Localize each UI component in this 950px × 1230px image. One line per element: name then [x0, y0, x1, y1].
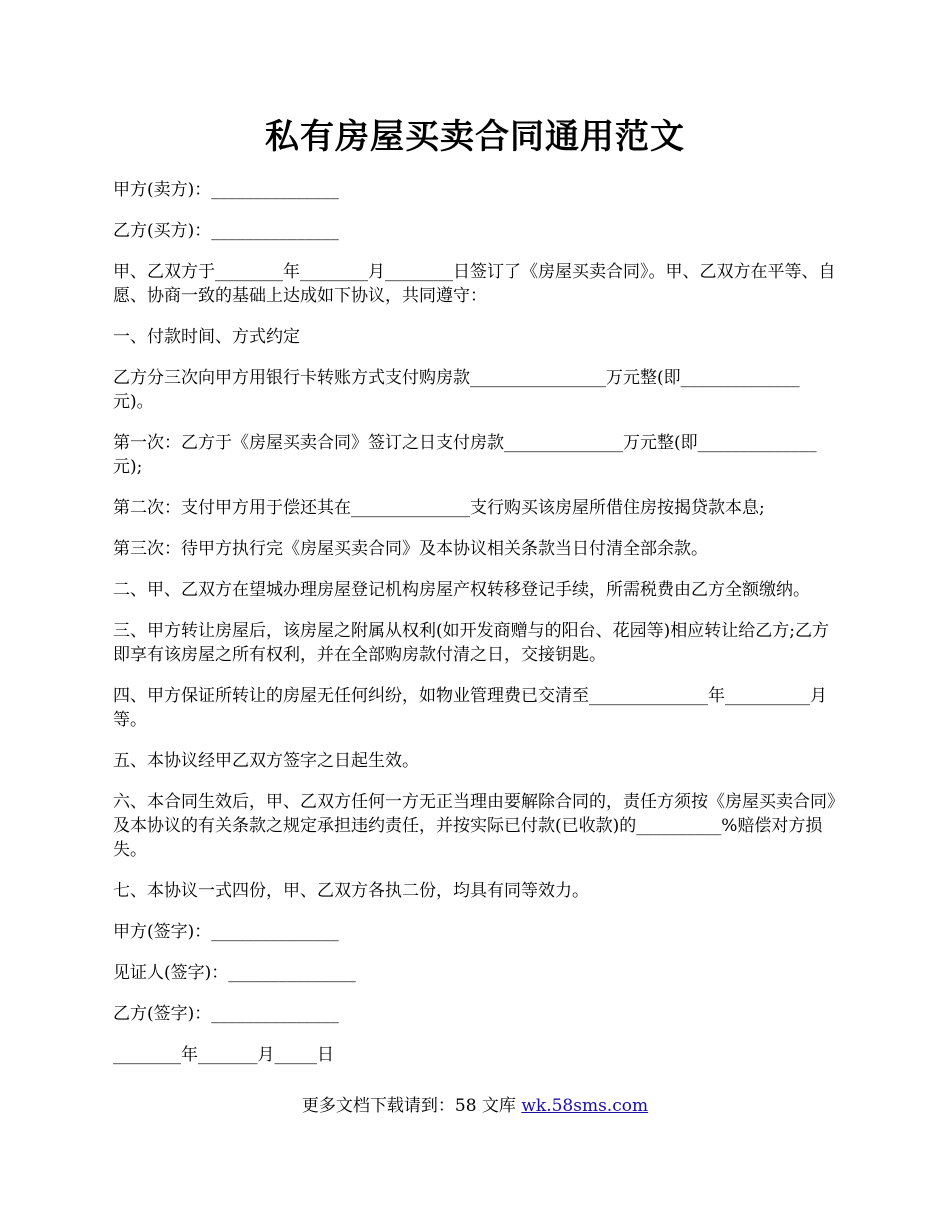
clause-five-paragraph: 五、本协议经甲乙双方签字之日起生效。 — [113, 751, 419, 771]
clause-six-paragraph: 六、本合同生效后，甲、乙双方任何一方无正当理由要解除合同的，责任方须按《房屋买卖合同》及本协议的有关条款之规定承担违约责任，并按实际已付款(已收款)的__________%赔偿对方损失。 — [113, 792, 836, 860]
document-body — [113, 178, 839, 1084]
date-line: ________年_______月_____日 — [113, 1045, 334, 1065]
witness-signature-line: 见证人(签字)：_______________ — [113, 963, 356, 983]
buyer-signature-line: 乙方(签字)：_______________ — [113, 1004, 339, 1024]
seller-signature-line: 甲方(签字)：_______________ — [113, 922, 339, 942]
clause-three-paragraph: 三、甲方转让房屋后，该房屋之附属从权利(如开发商赠与的阳台、花园等)相应转让给乙方;乙方即享有该房屋之所有权利，并在全部购房款付清之日，交接钥匙。 — [113, 621, 829, 665]
footer-link[interactable]: wk.58sms.com — [521, 1096, 649, 1116]
seller-party-line: 甲方(卖方)：_______________ — [113, 180, 339, 200]
intro-paragraph: 甲、乙双方于________年________月________日签订了《房屋买卖合同》。甲、乙双方在平等、自愿、协商一致的基础上达成如下协议，共同遵守： — [113, 262, 836, 306]
second-payment-paragraph: 第二次：支付甲方用于偿还其在______________支行购买该房屋所借住房按揭贷款本息; — [113, 498, 765, 518]
third-payment-paragraph: 第三次：待甲方执行完《房屋买卖合同》及本协议相关条款当日付清全部余款。 — [113, 539, 708, 559]
clause-four-paragraph: 四、甲方保证所转让的房屋无任何纠纷，如物业管理费已交清至______________年__________月等。 — [113, 686, 827, 730]
document-title: 私有房屋买卖合同通用范文 — [265, 117, 685, 157]
section-heading-payment: 一、付款时间、方式约定 — [113, 327, 300, 347]
clause-two-paragraph: 二、甲、乙双方在望城办理房屋登记机构房屋产权转移登记手续，所需税费由乙方全额缴纳。 — [113, 580, 810, 600]
buyer-party-line: 乙方(买方)：_______________ — [113, 221, 339, 241]
first-payment-paragraph: 第一次：乙方于《房屋买卖合同》签订之日支付房款______________万元整(即______________元); — [113, 433, 817, 477]
clause-seven-paragraph: 七、本协议一式四份，甲、乙双方各执二份，均具有同等效力。 — [113, 881, 589, 901]
payment-method-paragraph: 乙方分三次向甲方用银行卡转账方式支付购房款________________万元整(即______________元)。 — [113, 368, 800, 412]
footer-text: 更多文档下载请到：58 文库 — [301, 1096, 522, 1116]
footer — [0, 1094, 950, 1118]
